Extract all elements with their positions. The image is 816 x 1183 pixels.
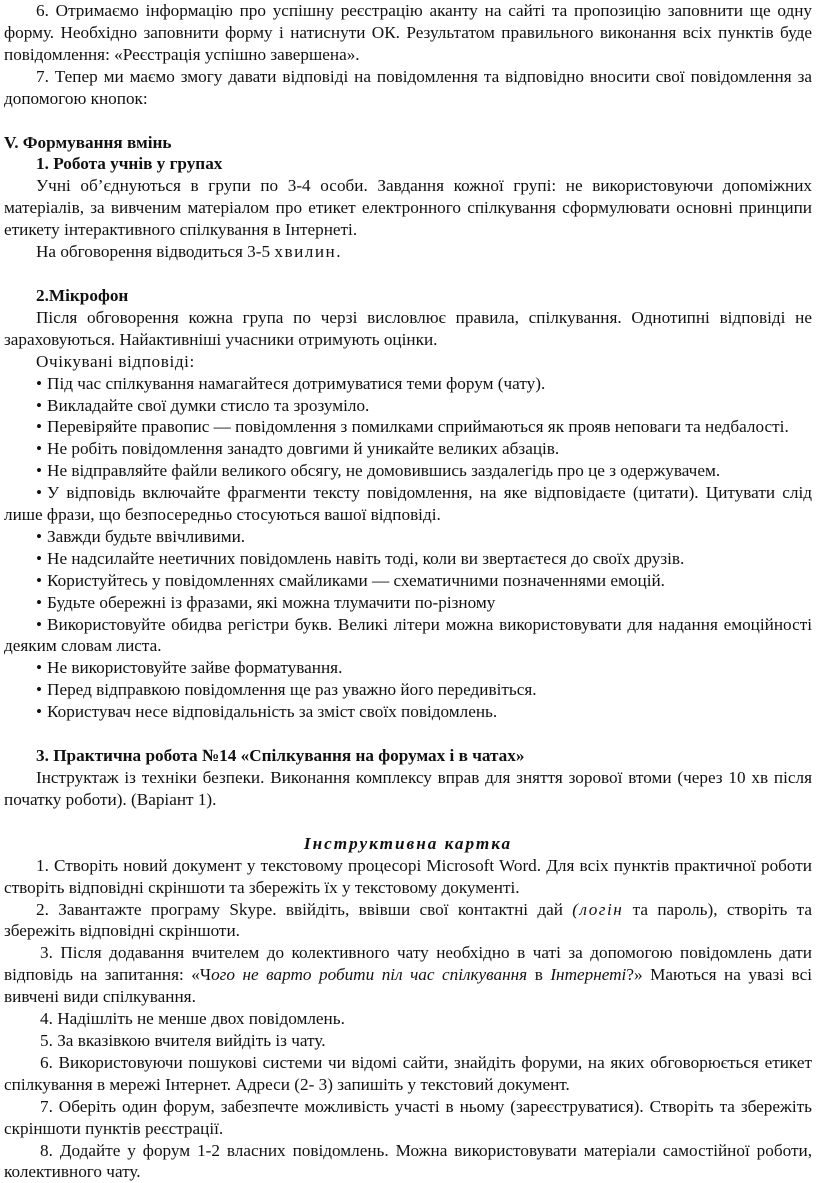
list-item bbox=[4, 657, 812, 679]
bullet-marker: • bbox=[36, 396, 42, 415]
spacer bbox=[4, 723, 812, 745]
list-item bbox=[4, 373, 812, 395]
instruction-card-title: Інструктивна картка bbox=[4, 833, 812, 855]
expected-answers-label: Очікувані відповіді: bbox=[4, 351, 812, 373]
bullet-marker: • bbox=[36, 702, 42, 721]
bullet-marker: • bbox=[36, 483, 42, 502]
time-suffix: . bbox=[336, 242, 340, 261]
card-step-3-text-a: 3. Після додавання вчителем до колективного чату необхідно в чаті за допомогою повідомлень дати відповідь на запитання: «Ч bbox=[4, 943, 812, 984]
bullet-marker: • bbox=[36, 571, 42, 590]
list-item-text: Використовуйте обидва регістри букв. Великі літери можна використовувати для надання емоційності деяким словам листа. bbox=[4, 615, 812, 656]
list-item bbox=[4, 592, 812, 614]
subheading-microphone: 2.Мікрофон bbox=[4, 285, 812, 307]
paragraph-microphone: Після обговорення кожна група по черзі висловлює правила, спілкування. Однотипні відповіді не зараховуються. Найактивніші учасники отримують оцінки. bbox=[4, 307, 812, 351]
card-step-6: 6. Використовуючи пошукові системи чи відомі сайти, знайдіть форуми, на яких обговорюється етикет спілкування в мережі Інтернет. Адреси (2- 3) запишіть у текстовий документ. bbox=[4, 1052, 812, 1096]
card-step-3-text-e: ?» Маються на увазі всі вивчені види спілкування. bbox=[4, 965, 812, 1006]
list-item bbox=[4, 416, 812, 438]
card-step-5: 5. За вказівкою вчителя вийдіть із чату. bbox=[4, 1030, 812, 1052]
paragraph-safety: Інструктаж із техніки безпеки. Виконання комплексу вправ для зняття зорової втоми (через 10 хв після початку роботи). (Варіант 1). bbox=[4, 767, 812, 811]
subheading-practical-work: 3. Практична робота №14 «Спілкування на форумах і в чатах» bbox=[4, 745, 812, 767]
card-step-7: 7. Оберіть один форум, забезпечте можливість участі в ньому (зареєструватися). Створіть та збережіть скріншоти пунктів реєстрації. bbox=[4, 1096, 812, 1140]
card-step-3-question: ого не варто робити піл час спілкування bbox=[211, 965, 527, 984]
bullet-marker: • bbox=[36, 417, 42, 436]
list-item-text: Користуйтесь у повідомленнях смайликами — схематичними позначеннями емоцій. bbox=[47, 571, 665, 590]
rules-list bbox=[4, 373, 812, 724]
card-step-2-text-c: та пароль), створіть та збережіть відповідні скріншоти. bbox=[4, 900, 812, 941]
bullet-marker: • bbox=[36, 615, 42, 634]
card-step-2-text-a: 2. Завантажте програму Skype. ввійдіть, ввівши свої контактні дай bbox=[36, 900, 563, 919]
bullet-marker: • bbox=[36, 549, 42, 568]
list-item-text: Під час спілкування намагайтеся дотримуватися теми форум (чату). bbox=[47, 374, 545, 393]
list-item-text: У відповідь включайте фрагменти тексту повідомлення, на яке відповідаєте (цитати). Цитувати слід лише фрази, що безпосередньо стосуються вашої відповіді. bbox=[4, 483, 812, 524]
card-step-2 bbox=[4, 899, 812, 943]
spacer bbox=[4, 110, 812, 132]
time-word: хвилин bbox=[274, 242, 336, 261]
paragraph-time bbox=[4, 241, 812, 263]
list-item bbox=[4, 701, 812, 723]
list-item bbox=[4, 395, 812, 417]
list-item-text: Будьте обережні із фразами, які можна тлумачити по-різному bbox=[47, 593, 495, 612]
list-item bbox=[4, 614, 812, 658]
card-step-3-internet: Інтернеті bbox=[550, 965, 626, 984]
card-step-3 bbox=[4, 942, 812, 1008]
list-item bbox=[4, 570, 812, 592]
list-item-text: Не відправляйте файли великого обсягу, не домовившись заздалегідь про це з одержувачем. bbox=[47, 461, 720, 480]
card-step-8: 8. Додайте у форум 1-2 власних повідомлень. Можна використовувати матеріали самостійної роботи, колективного чату. bbox=[4, 1140, 812, 1183]
section-heading: V. Формування вмінь bbox=[4, 132, 812, 154]
bullet-marker: • bbox=[36, 658, 42, 677]
bullet-marker: • bbox=[36, 439, 42, 458]
bullet-marker: • bbox=[36, 680, 42, 699]
spacer bbox=[4, 263, 812, 285]
paragraph-group-work: Учні об’єднуються в групи по 3-4 особи. Завдання кожної групі: не використовуючи допоміжних матеріалів, за вивченим матеріалом про етикет електронного спілкування сформулювати основні принципи етикету інтерактивного спілкування в Інтернеті. bbox=[4, 175, 812, 241]
list-item bbox=[4, 679, 812, 701]
list-item bbox=[4, 460, 812, 482]
bullet-marker: • bbox=[36, 374, 42, 393]
paragraph-step-6: 6. Отримаємо інформацію про успішну реєстрацію аканту на сайті та пропозицію заповнити ще одну форму. Необхідно заповнити форму і натиснути ОК. Результатом правильного виконання всіх пунктів буде повідомлення: «Реєстрація успішно завершена». bbox=[4, 0, 812, 66]
card-step-4: 4. Надішліть не менше двох повідомлень. bbox=[4, 1008, 812, 1030]
spacer bbox=[4, 811, 812, 833]
list-item-text: Перед відправкою повідомлення ще раз уважно його передивіться. bbox=[47, 680, 537, 699]
list-item-text: Перевіряйте правопис — повідомлення з помилками сприймаються як прояв неповаги та недбалості. bbox=[47, 417, 789, 436]
list-item-text: Не використовуйте зайве форматування. bbox=[47, 658, 342, 677]
bullet-marker: • bbox=[36, 461, 42, 480]
list-item bbox=[4, 438, 812, 460]
bullet-marker: • bbox=[36, 593, 42, 612]
time-prefix: На обговорення відводиться 3-5 bbox=[36, 242, 270, 261]
card-step-3-text-c: в bbox=[527, 965, 550, 984]
subheading-group-work: 1. Робота учнів у групах bbox=[4, 153, 812, 175]
list-item bbox=[4, 482, 812, 526]
bullet-marker: • bbox=[36, 527, 42, 546]
list-item-text: Не надсилайте неетичних повідомлень навіть тоді, коли ви звертаєтеся до своїх друзів. bbox=[47, 549, 684, 568]
list-item-text: Викладайте свої думки стисло та зрозуміло. bbox=[47, 396, 369, 415]
card-step-2-login: (логін bbox=[572, 900, 623, 919]
list-item bbox=[4, 526, 812, 548]
list-item-text: Завжди будьте ввічливими. bbox=[47, 527, 245, 546]
card-step-1: 1. Створіть новий документ у текстовому процесорі Microsoft Word. Для всіх пунктів практичної роботи створіть відповідні скріншоти та збережіть їх у текстовому документі. bbox=[4, 855, 812, 899]
paragraph-step-7: 7. Тепер ми маємо змогу давати відповіді на повідомлення та відповідно вносити свої повідомлення за допомогою кнопок: bbox=[4, 66, 812, 110]
list-item-text: Користувач несе відповідальність за зміст своїх повідомлень. bbox=[47, 702, 497, 721]
list-item-text: Не робіть повідомлення занадто довгими й уникайте великих абзаців. bbox=[47, 439, 559, 458]
list-item bbox=[4, 548, 812, 570]
